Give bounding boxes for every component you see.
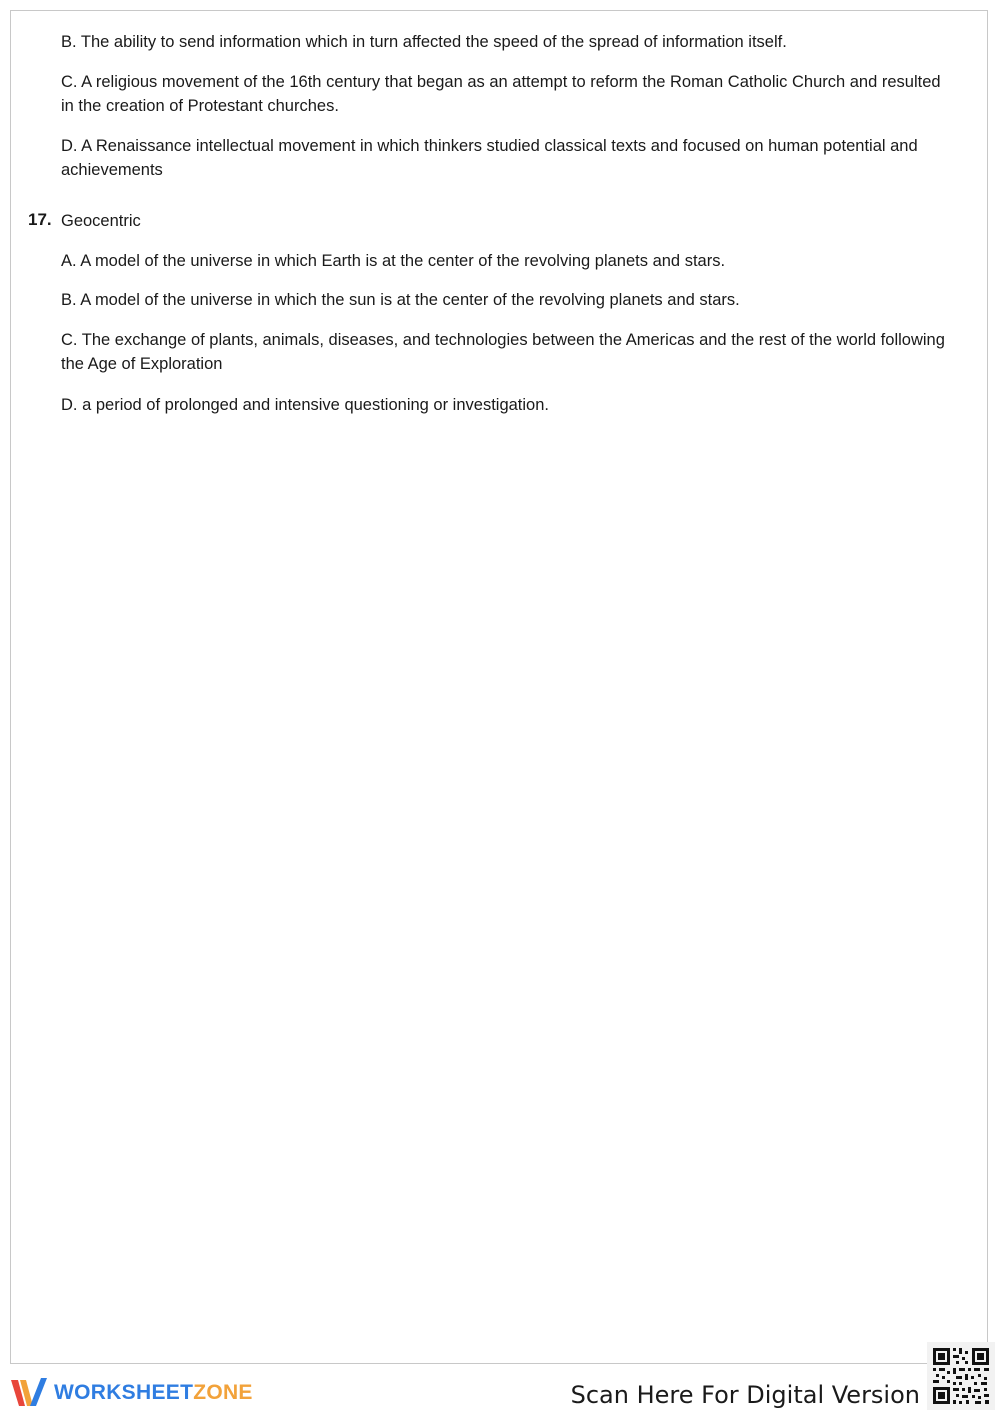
- q17-option-b: B. A model of the universe in which the sun is at the center of the revolving planets and stars.: [61, 291, 740, 309]
- brand-name: [54, 1381, 253, 1405]
- q16-option-d: D. A Renaissance intellectual movement in which thinkers studied classical texts and focused on human potential and achievements: [61, 137, 918, 179]
- brand-name-part2: ZONE: [193, 1381, 253, 1404]
- qr-code-icon[interactable]: [927, 1342, 995, 1410]
- q17-option-d: D. a period of prolonged and intensive questioning or investigation.: [61, 396, 549, 414]
- page-frame: [10, 10, 988, 1364]
- w-checkmark-logo-icon: [10, 1376, 48, 1410]
- scan-prompt: Scan Here For Digital Version: [570, 1381, 920, 1409]
- q16-option-c: C. A religious movement of the 16th century that began as an attempt to reform the Roman Catholic Church and resulted in the creation of Protestant churches.: [61, 73, 941, 115]
- brand-name-part1: WORKSHEET: [54, 1381, 194, 1404]
- question-term: Geocentric: [61, 212, 141, 230]
- question-number: 17.: [28, 210, 52, 229]
- q16-option-b: B. The ability to send information which in turn affected the speed of the spread of information itself.: [61, 33, 787, 51]
- brand-logo[interactable]: [10, 1376, 253, 1410]
- q17-option-a: A. A model of the universe in which Earth is at the center of the revolving planets and stars.: [61, 252, 726, 270]
- q17-option-c: C. The exchange of plants, animals, diseases, and technologies between the Americas and the rest of the world following the Age of Exploration: [61, 331, 945, 373]
